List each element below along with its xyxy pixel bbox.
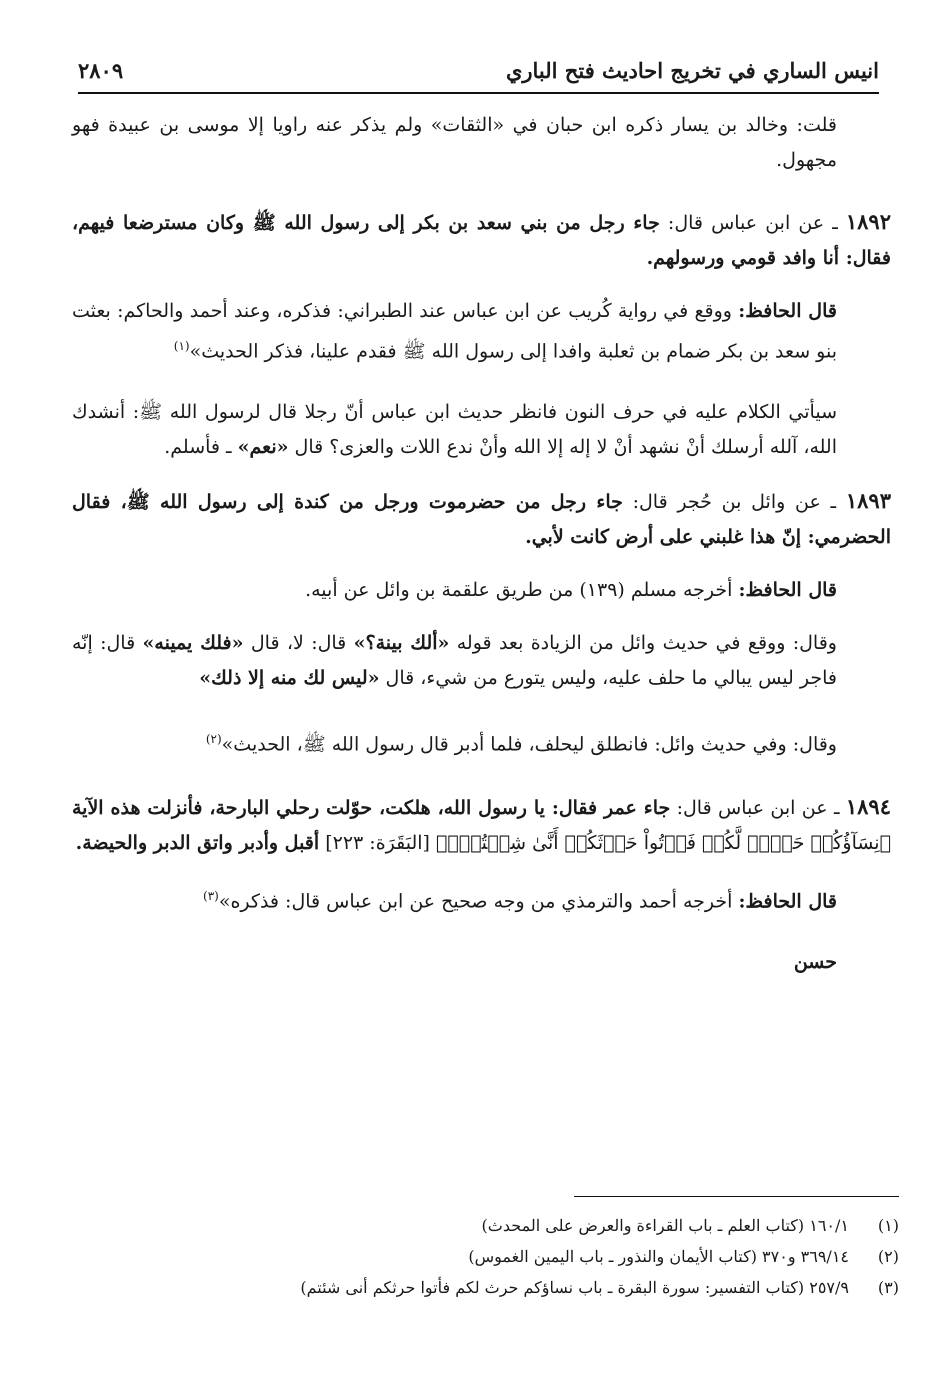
hadith-intro: ـ عن ابن عباس قال: bbox=[670, 796, 846, 819]
hafiz-1894 bbox=[72, 879, 891, 919]
quran-verse: ﴿نِسَآؤُكُمۡ حَرۡثٞ لَّكُمۡ فَأۡتُواْ حَرۡثَكُمۡ أَنَّىٰ شِئۡتُمۡۖ﴾ bbox=[436, 831, 891, 854]
note-text-end: ـ فأسلم. bbox=[164, 436, 238, 459]
footnote-text: ٣٦٩/١٤ و٣٧٠ (كتاب الأيمان والنذور ـ باب اليمين الغموس) bbox=[468, 1247, 849, 1266]
hafiz-1892 bbox=[72, 294, 891, 369]
quote-bold: «ألك بينة؟» bbox=[353, 632, 450, 655]
hafiz-label: قال الحافظ: bbox=[738, 889, 837, 912]
footnote-2 bbox=[100, 1241, 899, 1272]
footnote-3 bbox=[100, 1272, 899, 1303]
hadith-number: ١٨٩٤ bbox=[845, 793, 891, 819]
hadith-text: جاء رجل من بني سعد بن بكر إلى رسول الله ﷺ وكان مسترضعا فيهم، فقال: أنا وافد قومي ورسولهم. bbox=[72, 212, 891, 269]
note-1893-a bbox=[72, 626, 891, 696]
footnote-number: (٣) bbox=[877, 1278, 899, 1297]
hadith-1892 bbox=[72, 204, 891, 276]
note-text: وقال: وفي حديث وائل: فانطلق ليحلف، فلما أدبر قال رسول الله ﷺ، الحديث» bbox=[221, 733, 837, 756]
verse-reference: [البَقَرَة: ٢٢٣] bbox=[319, 831, 436, 854]
hafiz-label: قال الحافظ: bbox=[738, 579, 837, 602]
hadith-intro: ـ عن وائل بن حُجر قال: bbox=[622, 491, 846, 514]
main-text bbox=[72, 108, 891, 980]
hafiz-text: ووقع في رواية كُريب عن ابن عباس عند الطبراني: فذكره، وعند أحمد والحاكم: بعثت بنو سعد بن بكر ضمام بن ثعلبة وافدا إلى رسول الله ﷺ فقدم علينا، فذكر الحديث» bbox=[72, 300, 837, 363]
paragraph-qultu: قلت: وخالد بن يسار ذكره ابن حبان في «الثقات» ولم يذكر عنه راويا إلا موسى بن عبيدة فهو مجهول. bbox=[72, 114, 837, 171]
note-1893-b bbox=[72, 722, 891, 762]
hafiz-1893 bbox=[72, 573, 891, 608]
quote-bold: «فلك يمينه» bbox=[142, 632, 244, 655]
quote-bold: «ليس لك منه إلا ذلك» bbox=[199, 667, 380, 690]
footnote-ref-2: (٢) bbox=[205, 732, 222, 747]
hafiz-label: قال الحافظ: bbox=[738, 300, 837, 322]
footnote-text: ٢٥٧/٩ (كتاب التفسير: سورة البقرة ـ باب نساؤكم حرث لكم فأتوا حرثكم أنى شئتم) bbox=[300, 1278, 849, 1297]
hadith-number: ١٨٩٣ bbox=[845, 488, 891, 514]
footnote-1 bbox=[100, 1210, 899, 1241]
quote-bold: «نعم» bbox=[237, 436, 289, 459]
footnote-ref-3: (٣) bbox=[203, 888, 219, 903]
hadith-number: ١٨٩٢ bbox=[845, 209, 891, 234]
running-title: انيس الساري في تخريج احاديث فتح الباري bbox=[505, 57, 879, 83]
note-text: وقال: ووقع في حديث وائل من الزيادة بعد قوله bbox=[449, 632, 837, 655]
hadith-text: جاء رجل من حضرموت ورجل من كندة إلى رسول الله ﷺ، فقال الحضرمي: إنّ هذا غلبني على أرض كانت لأبي. bbox=[72, 491, 891, 549]
footnote-rule bbox=[574, 1196, 899, 1197]
footnotes bbox=[100, 1210, 899, 1303]
grade bbox=[72, 945, 891, 980]
hadith-text: جاء عمر فقال: يا رسول الله، هلكت، حوّلت رحلي البارحة، فأنزلت هذه الآية bbox=[72, 796, 671, 819]
hadith-text-end: أقبل وأدبر واتق الدبر والحيضة. bbox=[75, 831, 320, 854]
hadith-intro: ـ عن ابن عباس قال: bbox=[659, 212, 846, 234]
note-text: قال: إنّه فاجر ليس يبالي ما حلف عليه، وليس يتورع من شيء، قال bbox=[72, 632, 837, 690]
hafiz-text: أخرجه مسلم (١٣٩) من طريق علقمة بن وائل عن أبيه. bbox=[305, 579, 739, 602]
note-1892 bbox=[72, 395, 891, 465]
note-text: سيأتي الكلام عليه في حرف النون فانظر حديث ابن عباس أنّ رجلا قال لرسول الله ﷺ: أنشدك الله، آلله أرسلك أنْ نشهد أنْ لا إله إلا الله وأنْ ندع اللات والعزى؟ قال bbox=[72, 401, 837, 459]
footnote-number: (٢) bbox=[877, 1247, 899, 1266]
hadith-1894 bbox=[72, 789, 891, 861]
grade-label: حسن bbox=[793, 950, 837, 973]
header-rule bbox=[78, 92, 879, 94]
note-text: قال: لا، قال bbox=[243, 632, 354, 655]
footnote-text: ١٦٠/١ (كتاب العلم ـ باب القراءة والعرض على المحدث) bbox=[481, 1216, 849, 1235]
page-header bbox=[78, 52, 879, 88]
footnote-number: (١) bbox=[877, 1216, 899, 1235]
footnote-ref-1: (١) bbox=[173, 339, 190, 353]
hadith-1893 bbox=[72, 483, 891, 555]
hafiz-text: أخرجه أحمد والترمذي من وجه صحيح عن ابن عباس قال: فذكره» bbox=[218, 889, 739, 912]
page-number: ٢٨٠٩ bbox=[78, 57, 124, 83]
